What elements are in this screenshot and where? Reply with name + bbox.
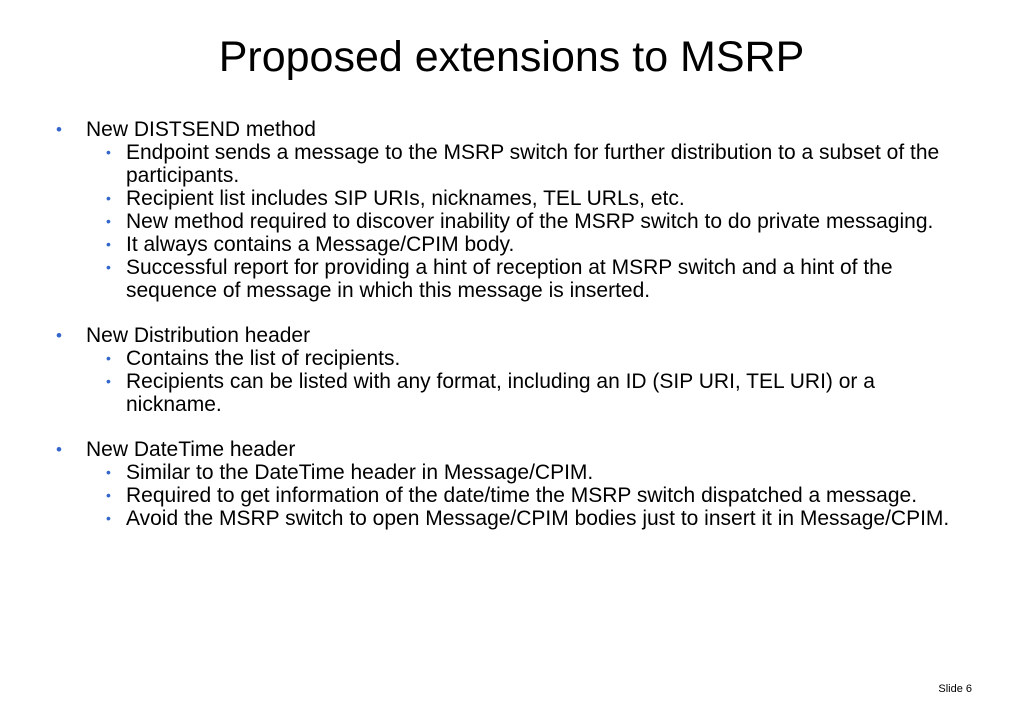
section-distribution-header	[56, 324, 976, 416]
level2-bullet-item	[56, 347, 976, 370]
section-datetime-header	[56, 438, 976, 530]
level2-bullet-item	[56, 507, 976, 530]
level2-bullet-item	[56, 233, 976, 256]
bullet-icon: •	[106, 213, 111, 229]
level1-bullet-item	[56, 324, 976, 347]
bullet-text: Avoid the MSRP switch to open Message/CPIM bodies just to insert it in Message/CPIM.	[126, 507, 950, 530]
bullet-text: Similar to the DateTime header in Message/CPIM.	[126, 461, 594, 484]
bullet-text: New method required to discover inability of the MSRP switch to do private messaging.	[126, 210, 934, 233]
level1-bullet-item	[56, 118, 976, 141]
level2-bullet-item	[56, 210, 976, 233]
bullet-text: Successful report for providing a hint of reception at MSRP switch and a hint of the sequence of message in which this message is inserted.	[126, 256, 893, 302]
bullet-icon: •	[106, 487, 111, 503]
bullet-icon: •	[106, 373, 111, 389]
level2-bullet-item	[56, 256, 976, 302]
slide-title: Proposed extensions to MSRP	[218, 33, 805, 81]
bullet-icon: •	[56, 326, 62, 345]
sub-bullet-list	[56, 141, 976, 302]
bullet-text: Recipients can be listed with any format, including an ID (SIP URI, TEL URI) or a nickname.	[126, 370, 875, 416]
section-heading: New Distribution header	[86, 324, 311, 347]
sub-bullet-list	[56, 347, 976, 416]
bullet-text: Required to get information of the date/time the MSRP switch dispatched a message.	[126, 484, 918, 507]
bullet-icon: •	[106, 350, 111, 366]
level1-bullet-item	[56, 438, 976, 461]
bullet-icon: •	[106, 510, 111, 526]
bullet-icon: •	[56, 440, 62, 459]
bullet-icon: •	[106, 464, 111, 480]
bullet-icon: •	[106, 236, 111, 252]
bullet-icon: •	[106, 259, 111, 275]
level2-bullet-item	[56, 187, 976, 210]
bullet-text: Recipient list includes SIP URIs, nicknames, TEL URLs, etc.	[126, 187, 685, 210]
bullet-text: Endpoint sends a message to the MSRP switch for further distribution to a subset of the participants.	[126, 141, 940, 187]
level2-bullet-item	[56, 461, 976, 484]
section-heading: New DISTSEND method	[86, 118, 316, 141]
bullet-icon: •	[56, 120, 62, 139]
level2-bullet-item	[56, 484, 976, 507]
bullet-icon: •	[106, 190, 111, 206]
slide-body	[56, 118, 976, 552]
bullet-text: Contains the list of recipients.	[126, 347, 401, 370]
bullet-icon: •	[106, 144, 111, 160]
bullet-text: It always contains a Message/CPIM body.	[126, 233, 515, 256]
section-heading: New DateTime header	[86, 438, 296, 461]
slide-number: Slide 6	[938, 683, 972, 695]
section-distsend-method	[56, 118, 976, 302]
level2-bullet-item	[56, 370, 976, 416]
level2-bullet-item	[56, 141, 976, 187]
sub-bullet-list	[56, 461, 976, 530]
